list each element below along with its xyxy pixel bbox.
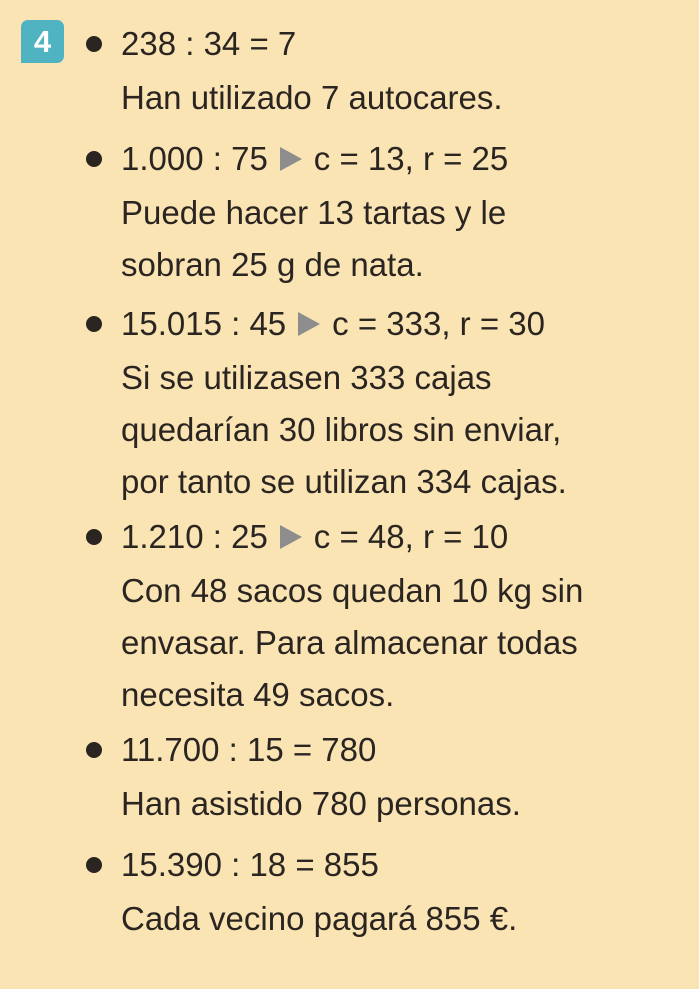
answer-line: quedarían 30 libros sin enviar, [121,411,562,448]
division-operation [121,847,379,883]
answer-line: Si se utilizasen 333 cajas [121,359,492,396]
division-operation [121,26,296,62]
bullet-icon [86,151,102,167]
exercise-number-badge: 4 [21,20,64,63]
result-text: c = 48, r = 10 [313,518,509,555]
answer-line: Han utilizado 7 autocares. [121,79,503,116]
play-arrow-icon [280,525,302,549]
bullet-icon [86,857,102,873]
play-arrow-icon [280,147,302,171]
bullet-icon [86,742,102,758]
division-operation [121,141,508,177]
operation-text: 15.390 : 18 = 855 [121,846,379,883]
operation-text: 15.015 : 45 [121,305,287,342]
division-operation [121,306,545,342]
answer-line: necesita 49 sacos. [121,676,395,713]
result-text: c = 13, r = 25 [313,140,509,177]
division-operation [121,519,508,555]
play-arrow-icon [298,312,320,336]
bullet-icon [86,316,102,332]
answer-line: sobran 25 g de nata. [121,246,424,283]
operation-text: 238 : 34 = 7 [121,25,297,62]
operation-text: 11.700 : 15 = 780 [121,731,377,768]
answer-line: Cada vecino pagará 855 €. [121,900,518,937]
answer-line: por tanto se utilizan 334 cajas. [121,463,567,500]
bullet-icon [86,529,102,545]
operation-text: 1.210 : 25 [121,518,268,555]
division-operation [121,732,376,768]
answer-line: Con 48 sacos quedan 10 kg sin [121,572,584,609]
answer-line: Han asistido 780 personas. [121,785,521,822]
answer-line: envasar. Para almacenar todas [121,624,578,661]
bullet-icon [86,36,102,52]
result-text: c = 333, r = 30 [332,305,545,342]
answer-line: Puede hacer 13 tartas y le [121,194,507,231]
operation-text: 1.000 : 75 [121,140,268,177]
